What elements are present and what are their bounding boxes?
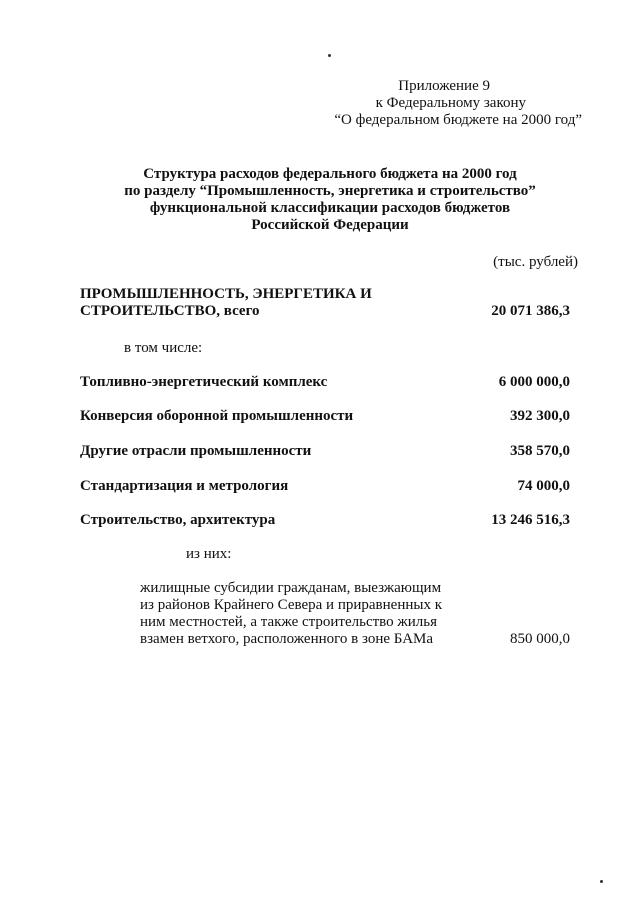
item-row-other-industries (80, 443, 570, 460)
total-value: 20 071 386,3 (491, 303, 570, 319)
subitem-line-3: ним местностей, а также строительство жилья (140, 614, 438, 630)
item-label: Конверсия оборонной промышленности (80, 408, 354, 424)
total-label-line-1: ПРОМЫШЛЕННОСТЬ, ЭНЕРГЕТИКА И (80, 286, 372, 302)
total-label-line-2: СТРОИТЕЛЬСТВО, всего (80, 303, 260, 319)
title-line-3: функциональной классификации расходов бюджетов (149, 200, 511, 216)
item-value: 392 300,0 (510, 408, 570, 424)
title-line-2: по разделу “Промышленность, энергетика и строительство” (124, 183, 536, 199)
subitem-value: 850 000,0 (510, 631, 570, 647)
item-row-construction (80, 512, 570, 529)
of-which-label: из них: (186, 546, 232, 562)
item-label: Топливно-энергетический комплекс (80, 374, 328, 390)
item-row-standardization (80, 478, 570, 495)
unit-label: (тыс. рублей) (493, 254, 578, 270)
item-label: Другие отрасли промышленности (80, 443, 312, 459)
annex-number: Приложение 9 (398, 78, 490, 94)
subitem-row-housing-subsidies (140, 580, 570, 648)
scan-speck (328, 54, 331, 57)
item-value: 13 246 516,3 (491, 512, 570, 528)
subitem-label (140, 580, 570, 648)
item-label: Строительство, архитектура (80, 512, 276, 528)
subitem-line-4: взамен ветхого, расположенного в зоне БАМа (140, 631, 434, 647)
item-label: Стандартизация и метрология (80, 478, 289, 494)
subitem-line-1: жилищные субсидии гражданам, выезжающим (140, 580, 442, 596)
annex-header (334, 78, 582, 129)
item-row-fuel-energy (80, 374, 570, 391)
title-line-1: Структура расходов федерального бюджета на 2000 год (143, 166, 517, 182)
document-title (80, 166, 580, 234)
total-row (80, 286, 570, 320)
scan-speck (600, 880, 603, 883)
item-value: 358 570,0 (510, 443, 570, 459)
title-line-4: Российской Федерации (251, 217, 409, 233)
item-value: 74 000,0 (517, 478, 570, 494)
item-value: 6 000 000,0 (498, 374, 570, 390)
item-row-defense-conversion (80, 408, 570, 425)
subitem-line-2: из районов Крайнего Севера и приравненных к (140, 597, 442, 613)
including-label: в том числе: (124, 340, 203, 356)
annex-law-title: “О федеральном бюджете на 2000 год” (334, 112, 582, 128)
annex-law-reference: к Федеральному закону (375, 95, 526, 111)
